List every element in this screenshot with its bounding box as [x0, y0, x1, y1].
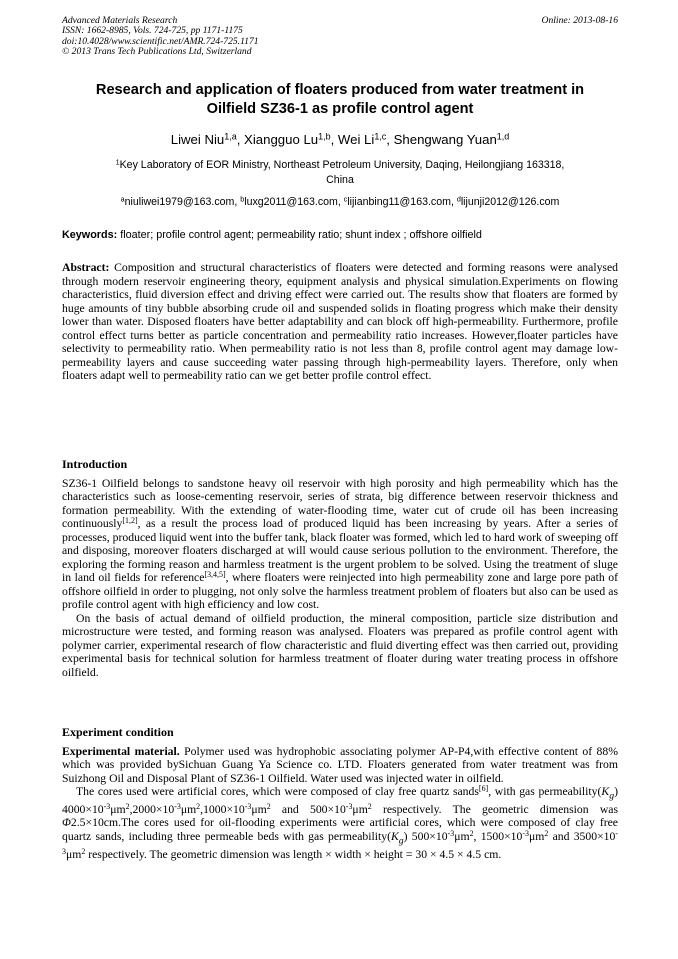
author-name: Shengwang Yuan	[393, 132, 497, 147]
online-date: Online: 2013-08-16	[541, 15, 618, 26]
author-sup: 1,d	[496, 131, 510, 142]
keywords-text: floater; profile control agent; permeability ratio; shunt index ; offshore oilfield	[117, 229, 482, 241]
experiment-paragraph-2: The cores used were artificial cores, which were composed of clay free quartz sands[6], with gas $permeability(K_g)$ $4000\times 10^{-3}\mu m^2,2000\times 10^{-3}\mu m^2,1000\times 10^{-3}\mu m^2$ and $500\times 10^{-3}\mu m^2$ respectively. The geometric dimension was Φ2.5×10cm.The cores used for oil-flooding experiments were artificial cores, which were composed of clay free quartz sands, including three permeable beds with gas $permeability(K_g)$ $500\times 10^{-3}\mu m^2$, $1500\times 10^{-3}\mu m^2$ and $3500\times 10^{-3}\mu m^2$ respectively. The geometric dimension was length × width × height = 30 × 4.5 × 4.5 cm.	[62, 784, 619, 861]
email-link[interactable]: lijunji2012@126.com	[460, 196, 560, 208]
affiliation-text: Key Laboratory of EOR Ministry, Northeast Petroleum University, Daqing, Heilongjiang 163318,	[119, 159, 565, 171]
email-sup: c	[343, 194, 348, 204]
email-sup: b	[240, 194, 245, 204]
issn-line: ISSN: 1662-8985, Vols. 724-725, pp 1171-1175	[62, 25, 243, 37]
experiment-heading: Experiment condition	[62, 725, 174, 739]
affiliation	[62, 158, 618, 187]
experimental-material-label: Experimental material.	[62, 744, 180, 758]
author-sup: 1,b	[318, 131, 331, 142]
introduction-section	[62, 458, 618, 679]
email-link[interactable]: lijianbing11@163.com	[347, 196, 451, 208]
author-list: Liwei Niu$^{1,a}$, Xiangguo Lu$^{1,b}$, Wei Li$^{1,c}$, Shengwang Yuan$^{1,d}$	[170, 131, 510, 147]
journal-header	[62, 16, 618, 57]
email-link[interactable]: luxg2011@163.com	[244, 196, 338, 208]
experiment-paragraph-1: Experimental material. Polymer used was hydrophobic associating polymer AP-P4,with effective content of 88% which was provided bySichuan Guang Ya Science co. LTD. Floaters generated from water treatment was from Suizhong Oil and Disposal Plant of SZ36-1 Oilfield. Water used was injected water in oilfield.	[62, 744, 618, 785]
author-emails: $^a$niuliwei1979@163.com, $^b$luxg2011@163.com, $^c$lijianbing11@163.com, $^d$lijunji2012@126.com	[120, 194, 560, 208]
author-name: Wei Li	[337, 132, 375, 147]
keywords-label: Keywords:	[62, 229, 118, 241]
abstract-text: Composition and structural characteristics of floaters were detected and forming reasons were analysed through modern reservoir engineering theory, equipment analysis and physical simulation.Experiments on flowing characteristics, fluid diversion effect and driving effect were carried out. The results show that floaters are formed by huge amounts of tiny bubble absorbing crude oil and suspended solids in floating progress which make their density lower than water. Disposed floaters have better adaptability and can block off high-permeability. Furthermore, profile control effect turns better as particle concentration and permeability ratio increases. However,floater particles have selectivity to permeability ratio. When permeability ratio is not less than 8, profile control agent may damage low-permeability layers and cause succeeding water passing through high-permeability layers. Therefore, only when floaters adapt well to permeability ratio can we get better profile control effect.	[62, 261, 618, 382]
abstract-section	[62, 261, 618, 383]
affiliation-sup: 1	[115, 157, 120, 167]
journal-name: Advanced Materials Research	[62, 15, 178, 26]
introduction-heading: Introduction	[62, 457, 128, 471]
paper-title	[62, 81, 618, 119]
author-name: Liwei Niu	[170, 132, 225, 147]
email-link[interactable]: niuliwei1979@163.com	[124, 196, 235, 208]
title-line-2: Oilfield SZ36-1 as profile control agent	[206, 101, 474, 117]
keywords	[62, 229, 618, 242]
abstract-label: Abstract:	[62, 261, 110, 274]
intro-paragraph-1: SZ36-1 Oilfield belongs to sandstone heavy oil reservoir with high porosity and high permeability which has the characteristics such as loose-cementing reservoir, series of strata, big difference between reservoir thickness and formation permeability. With the extending of water-flooding time, water cut of crude oil has been increasing continuously[1,2], as a result the process load of produced liquid has been increasing by years. After a series of processes, produced liquid went into the buffer tank, black floater was formed, which led to hard work of sweeping off and disposing, moreover floaters discharged at will would cause serious pollution to the environment. Therefore, the exploring the forming reason and harmless treatment is the urgent problem to be solved. Using the treatment of sluge in land oil fields for reference[3,4,5], where floaters were reinjected into high permeability zone and large pore path of offshore oilfield in order to plugging, not only solve the harmless treatment problem of floaters but also can be used as profile control agent with high efficiency and low cost.	[62, 476, 618, 611]
citation: [3,4,5]	[204, 570, 226, 580]
copyright-line: © 2013 Trans Tech Publications Ltd, Switzerland	[62, 45, 252, 57]
email-sup: d	[456, 194, 461, 204]
author-sup: 1,c	[374, 131, 387, 142]
author-sup: 1,a	[224, 131, 237, 142]
citation: [1,2]	[122, 516, 138, 526]
affiliation-country: China	[326, 173, 354, 186]
citation: [6]	[478, 784, 489, 794]
intro-paragraph-2: On the basis of actual demand of oilfield production, the mineral composition, particle size distribution and microstructure were tested, and forming reason was analysed. Floaters was prepared as profile control agent with polymer carrier, experimental research of flow characteristic and fluid diverting effect was then carried out, providing experimental basis for technical solution for harmless treatment of floater during water treating process in offshore oilfield.	[62, 611, 618, 679]
experiment-section	[62, 726, 618, 861]
title-line-1: Research and application of floaters produced from water treatment in	[95, 82, 585, 98]
doi-line: doi:10.4028/www.scientific.net/AMR.724-725.1171	[62, 35, 259, 47]
email-sup: a	[120, 194, 125, 204]
author-name: Xiangguo Lu	[244, 132, 319, 147]
